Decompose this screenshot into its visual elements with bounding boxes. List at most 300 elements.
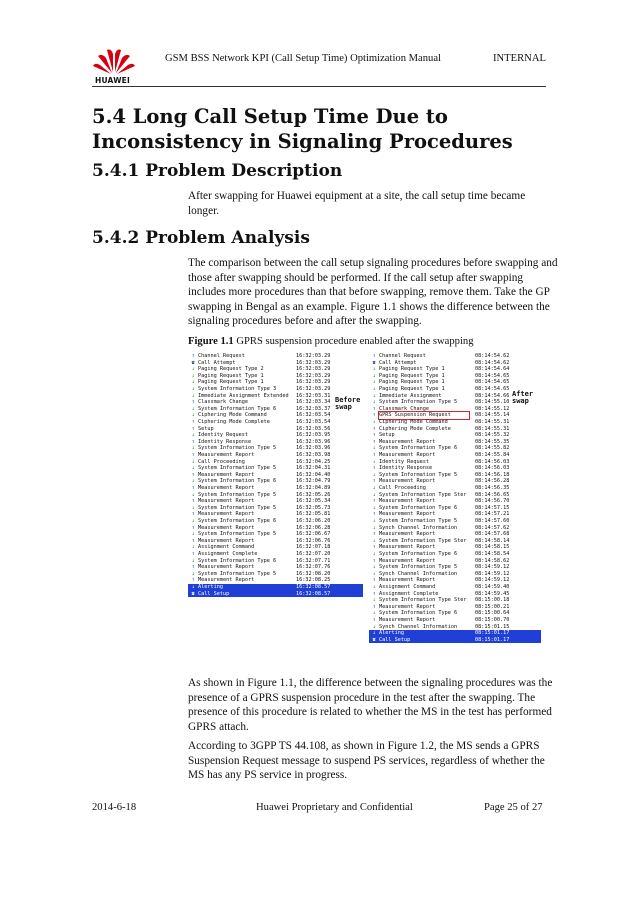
signaling-row[interactable] (369, 419, 541, 426)
signaling-message-time: 16:32:08.20 (296, 570, 331, 577)
signaling-row[interactable] (369, 465, 541, 472)
signaling-message-time: 16:32:07.76 (296, 564, 331, 571)
signaling-message-name: Channel Request (198, 353, 245, 359)
signaling-message-time: 08:14:54.65 (475, 379, 510, 386)
downlink-arrow-icon: ↓ (191, 531, 195, 538)
signaling-message-time: 08:14:59.12 (475, 570, 510, 577)
signaling-row[interactable] (188, 538, 363, 545)
uplink-arrow-icon: ↑ (372, 478, 376, 485)
signaling-message-name: Measurement Report (198, 471, 255, 478)
signaling-row[interactable] (369, 531, 541, 538)
signaling-row[interactable] (369, 353, 541, 360)
signaling-row[interactable] (188, 353, 363, 360)
figure-caption-text: GPRS suspension procedure enabled after the swapping (233, 336, 474, 347)
signaling-message-time: 16:32:05.26 (296, 491, 331, 498)
uplink-arrow-icon: ↑ (372, 590, 376, 597)
signaling-row[interactable] (369, 624, 541, 631)
signaling-message-name: Ciphering Mode Command (198, 412, 267, 419)
signaling-message-name: System Information Type 5 (198, 570, 277, 577)
signaling-message-time: 08:14:57.62 (475, 524, 510, 531)
signaling-message-time: 16:32:07.18 (296, 544, 331, 551)
signaling-message-time: 08:14:54.62 (475, 359, 510, 366)
signaling-message-time: 08:14:57.68 (475, 531, 510, 538)
downlink-arrow-icon: ↓ (191, 544, 195, 551)
uplink-arrow-icon: ↑ (191, 452, 195, 458)
signaling-message-name: Measurement Report (198, 498, 255, 505)
signaling-message-time: 08:14:54.65 (475, 386, 510, 392)
signaling-message-name: Measurement Report (379, 544, 436, 551)
signaling-message-name: Ciphering Mode Command (379, 419, 448, 425)
footer-date: 2014-6-18 (92, 802, 137, 813)
signaling-row[interactable] (188, 564, 363, 571)
uplink-arrow-icon: ↑ (372, 557, 376, 564)
phone-icon: ☎ (191, 590, 195, 597)
signaling-message-name: Measurement Report (379, 557, 436, 564)
signaling-row[interactable] (369, 373, 541, 380)
downlink-arrow-icon: ↓ (372, 518, 376, 524)
downlink-arrow-icon: ↓ (372, 597, 376, 604)
uplink-arrow-icon: ↑ (191, 471, 195, 478)
signaling-message-time: 08:14:55.14 (475, 412, 510, 419)
signaling-message-time: 08:14:55.31 (475, 419, 510, 425)
signaling-message-time: 08:14:58.15 (475, 544, 510, 551)
signaling-row[interactable] (188, 412, 363, 419)
signaling-row[interactable] (369, 551, 541, 558)
uplink-arrow-icon: ↑ (191, 353, 195, 359)
signaling-message-time: 16:32:03.29 (296, 386, 331, 392)
downlink-arrow-icon: ↓ (372, 491, 376, 498)
signaling-message-name: System Information Type 6 (379, 445, 458, 452)
signaling-message-time: 16:32:07.71 (296, 557, 331, 564)
signaling-message-time: 08:14:55.35 (475, 438, 510, 445)
problem-analysis-text: The comparison between the call setup signaling procedures before swapping and those after swapping should be performed. If the call setup after swapping includes more procedures than that before swapping, remove them. Take the GP swapping in Bengal as an example. Figure 1.1 shows the difference between the signaling procedures before and after the swapping. (188, 257, 558, 328)
signaling-row[interactable] (188, 445, 363, 452)
signaling-row[interactable] (188, 492, 363, 499)
footer-confidential: Huawei Proprietary and Confidential (256, 802, 413, 813)
downlink-arrow-icon: ↓ (191, 584, 195, 590)
footer-page-number: Page 25 of 27 (484, 802, 543, 813)
signaling-row[interactable] (369, 511, 541, 518)
header-classification: INTERNAL (493, 53, 546, 64)
signaling-message-time: 16:32:03.95 (296, 432, 331, 439)
signaling-message-time: 16:32:03.96 (296, 438, 331, 445)
downlink-arrow-icon: ↓ (372, 630, 376, 637)
signaling-message-name: System Information Type 6 (198, 405, 277, 412)
signaling-message-name: System Information Type Ster (379, 597, 467, 604)
signaling-message-name: System Information Type 5 (198, 531, 277, 538)
signaling-row[interactable] (188, 544, 363, 551)
signaling-row[interactable] (369, 525, 541, 532)
signaling-message-name: System Information Type 5 (379, 518, 458, 524)
signaling-message-time: 08:15:00.64 (475, 610, 510, 617)
downlink-arrow-icon: ↓ (372, 551, 376, 557)
phone-icon: ☎ (372, 359, 376, 366)
signaling-message-name: Measurement Report (379, 617, 436, 623)
uplink-arrow-icon: ↑ (372, 617, 376, 623)
uplink-arrow-icon: ↑ (191, 485, 195, 491)
signaling-message-time: 08:15:01.17 (475, 636, 510, 643)
signaling-row[interactable] (369, 584, 541, 591)
uplink-arrow-icon: ↑ (372, 432, 376, 439)
signaling-row[interactable] (188, 531, 363, 538)
downlink-arrow-icon: ↓ (372, 504, 376, 511)
signaling-message-time: 08:15:00.21 (475, 603, 510, 610)
signaling-row[interactable] (369, 604, 541, 611)
downlink-arrow-icon: ↓ (191, 405, 195, 412)
signaling-row[interactable] (369, 485, 541, 492)
uplink-arrow-icon: ↑ (372, 544, 376, 551)
signaling-message-time: 16:32:05.34 (296, 498, 331, 505)
signaling-row[interactable] (369, 459, 541, 466)
signaling-message-time: 08:14:57.15 (475, 504, 510, 511)
analysis-paragraph-1: As shown in Figure 1.1, the difference between the signaling procedures was the presence of a GPRS suspension procedure in the test after the swapping. The presence of this procedure is related to whether the MS in the test has performed GPRS attach. (188, 677, 553, 733)
signaling-message-name: Assignment Command (198, 544, 255, 551)
signaling-message-time: 16:32:04.40 (296, 471, 331, 478)
signaling-message-time: 08:14:57.21 (475, 511, 510, 518)
signaling-message-name: Call Setup (379, 636, 411, 643)
signaling-message-name: Measurement Report (379, 478, 436, 485)
signaling-message-name: Immediate Assignment (379, 392, 442, 399)
signaling-row[interactable] (188, 511, 363, 518)
signaling-row[interactable] (188, 373, 363, 380)
uplink-arrow-icon: ↑ (372, 511, 376, 518)
signaling-row[interactable] (188, 379, 363, 386)
figure-label: Figure 1.1 (188, 336, 234, 347)
downlink-arrow-icon: ↓ (372, 399, 376, 406)
downlink-arrow-icon: ↓ (372, 570, 376, 577)
signaling-row[interactable] (369, 445, 541, 452)
uplink-arrow-icon: ↑ (191, 419, 195, 425)
signaling-row[interactable] (188, 360, 363, 367)
signaling-message-name: System Information Type 6 (198, 478, 277, 485)
signaling-message-time: 16:32:08.57 (296, 584, 331, 590)
signaling-message-time: 16:32:03.29 (296, 353, 331, 359)
signaling-message-time: 08:14:55.82 (475, 445, 510, 452)
signaling-row[interactable] (188, 386, 363, 393)
signaling-message-time: 16:32:04.25 (296, 458, 331, 465)
signaling-message-time: 08:14:56.28 (475, 478, 510, 485)
signaling-message-name: Paging Request Type 1 (379, 379, 445, 386)
uplink-arrow-icon: ↑ (191, 551, 195, 557)
signaling-message-name: Identity Response (379, 465, 433, 472)
signaling-row[interactable] (369, 571, 541, 578)
signaling-message-name: Measurement Report (198, 485, 255, 491)
signaling-message-name: Setup (379, 432, 395, 439)
signaling-message-time: 16:32:03.31 (296, 392, 331, 399)
signaling-row[interactable] (188, 558, 363, 565)
signaling-message-name: Classmark Change (198, 399, 248, 406)
signaling-row[interactable] (188, 584, 363, 591)
signaling-message-time: 08:14:57.60 (475, 518, 510, 524)
signaling-row[interactable] (188, 465, 363, 472)
signaling-message-time: 08:14:54.65 (475, 372, 510, 379)
signaling-message-time: 16:32:05.81 (296, 511, 331, 518)
signaling-message-name: Call Attempt (379, 359, 417, 366)
uplink-arrow-icon: ↑ (372, 577, 376, 584)
signaling-row[interactable] (369, 591, 541, 598)
signaling-row[interactable] (188, 432, 363, 439)
signaling-row[interactable] (188, 498, 363, 505)
signaling-row[interactable] (369, 426, 541, 433)
signaling-message-time: 08:14:54.66 (475, 392, 510, 399)
signaling-message-name: Paging Request Type 1 (379, 372, 445, 379)
signaling-row[interactable] (188, 439, 363, 446)
uplink-arrow-icon: ↑ (191, 511, 195, 518)
signaling-row[interactable] (188, 366, 363, 373)
downlink-arrow-icon: ↓ (191, 386, 195, 392)
downlink-arrow-icon: ↓ (191, 491, 195, 498)
signaling-row[interactable] (188, 426, 363, 433)
annotation-word: swap (335, 403, 352, 411)
header-title: GSM BSS Network KPI (Call Setup Time) Optimization Manual (164, 53, 442, 64)
signaling-row[interactable] (369, 432, 541, 439)
signaling-message-name: System Information Type 6 (379, 610, 458, 617)
signaling-message-name: Measurement Report (198, 564, 255, 571)
annotation-before-swap (335, 397, 360, 411)
signaling-message-time: 08:15:01.17 (475, 630, 510, 637)
signaling-message-time: 16:32:08.57 (296, 590, 331, 597)
signaling-row[interactable] (188, 551, 363, 558)
signaling-row[interactable] (369, 452, 541, 459)
signaling-row[interactable] (369, 577, 541, 584)
signaling-row[interactable] (369, 439, 541, 446)
signaling-message-time: 16:32:03.54 (296, 412, 331, 419)
signaling-row[interactable] (369, 492, 541, 499)
signaling-message-name: Assignment Complete (379, 590, 439, 597)
downlink-arrow-icon: ↓ (191, 478, 195, 485)
subsection-heading-problem-description: 5.4.1 Problem Description (92, 161, 343, 181)
subsection-heading-problem-analysis: 5.4.2 Problem Analysis (92, 228, 310, 248)
downlink-arrow-icon: ↓ (372, 471, 376, 478)
signaling-row[interactable] (188, 478, 363, 485)
signaling-message-time: 08:14:56.65 (475, 491, 510, 498)
uplink-arrow-icon: ↑ (372, 452, 376, 458)
signaling-row[interactable] (188, 505, 363, 512)
downlink-arrow-icon: ↓ (372, 537, 376, 544)
signaling-message-time: 16:32:03.98 (296, 452, 331, 458)
uplink-arrow-icon: ↑ (191, 438, 195, 445)
signaling-row[interactable] (369, 472, 541, 479)
signaling-message-name: GPRS Suspension Request (379, 412, 469, 419)
uplink-arrow-icon: ↑ (372, 412, 376, 419)
signaling-row[interactable] (369, 637, 541, 644)
signaling-message-name: System Information Type 3 (198, 386, 277, 392)
signaling-message-time: 16:32:03.34 (296, 399, 331, 406)
signaling-message-time: 08:14:58.14 (475, 537, 510, 544)
downlink-arrow-icon: ↓ (191, 366, 195, 373)
downlink-arrow-icon: ↓ (191, 412, 195, 419)
downlink-arrow-icon: ↓ (191, 392, 195, 399)
annotation-word: Before (335, 396, 361, 404)
signaling-message-name: System Information Type 6 (379, 551, 458, 557)
signaling-message-time: 08:14:56.35 (475, 485, 510, 491)
signaling-message-name: System Information Type Ster (379, 491, 467, 498)
signaling-row[interactable] (188, 459, 363, 466)
signaling-message-time: 16:32:05.73 (296, 504, 331, 511)
signaling-message-name: Measurement Report (379, 452, 436, 458)
signaling-message-time: 08:15:00.18 (475, 597, 510, 604)
signaling-message-time: 16:32:06.20 (296, 518, 331, 524)
signaling-row[interactable] (369, 412, 541, 419)
signaling-row[interactable] (188, 472, 363, 479)
signaling-message-name: Measurement Report (379, 603, 436, 610)
downlink-arrow-icon: ↓ (372, 419, 376, 425)
signaling-message-name: Alerting (198, 584, 223, 590)
signaling-message-name: System Information Type 6 (198, 518, 277, 524)
logo-wordmark: HUAWEI (95, 76, 130, 85)
signaling-message-time: 08:14:55.84 (475, 452, 510, 458)
signaling-message-name: Paging Request Type 1 (198, 379, 264, 386)
downlink-arrow-icon: ↓ (372, 564, 376, 571)
signaling-row[interactable] (188, 419, 363, 426)
signaling-message-name: Call Setup (198, 590, 230, 597)
signaling-row[interactable] (369, 597, 541, 604)
signaling-message-time: 08:14:55.12 (475, 405, 510, 412)
annotation-after-swap (512, 391, 533, 405)
signaling-message-name: Synch Channel Information (379, 623, 458, 630)
downlink-arrow-icon: ↓ (372, 372, 376, 379)
signaling-row[interactable] (369, 505, 541, 512)
section-heading: 5.4 Long Call Setup Time Due to Inconsistency in Signaling Procedures (92, 105, 513, 153)
signaling-message-time: 08:14:56.03 (475, 465, 510, 472)
signaling-row[interactable] (369, 558, 541, 565)
downlink-arrow-icon: ↓ (372, 458, 376, 465)
signaling-message-time: 08:14:54.62 (475, 353, 510, 359)
figure-caption (188, 336, 474, 347)
signaling-message-time: 08:14:58.62 (475, 557, 510, 564)
signaling-message-name: Measurement Report (198, 452, 255, 458)
signaling-message-name: Alerting (379, 630, 404, 637)
signaling-message-name: Synch Channel Information (379, 524, 458, 531)
signaling-message-time: 16:32:03.96 (296, 445, 331, 452)
problem-description-text: After swapping for Huawei equipment at a site, the call setup time became longer. (188, 190, 526, 217)
uplink-arrow-icon: ↑ (372, 498, 376, 505)
signaling-message-time: 16:32:03.29 (296, 366, 331, 373)
downlink-arrow-icon: ↓ (191, 465, 195, 472)
uplink-arrow-icon: ↑ (372, 603, 376, 610)
downlink-arrow-icon: ↓ (191, 458, 195, 465)
downlink-arrow-icon: ↓ (372, 379, 376, 386)
signaling-row[interactable] (369, 544, 541, 551)
signaling-row[interactable] (369, 478, 541, 485)
signaling-row[interactable] (369, 564, 541, 571)
signaling-message-time: 08:14:56.18 (475, 471, 510, 478)
signaling-row[interactable] (369, 538, 541, 545)
signaling-message-name: Assignment Complete (198, 551, 258, 557)
signaling-row[interactable] (188, 452, 363, 459)
signaling-row[interactable] (369, 630, 541, 637)
signaling-message-name: System Information Type 5 (379, 471, 458, 478)
signaling-row[interactable] (188, 577, 363, 584)
downlink-arrow-icon: ↓ (191, 518, 195, 524)
downlink-arrow-icon: ↓ (191, 372, 195, 379)
uplink-arrow-icon: ↑ (372, 531, 376, 538)
signaling-message-name: System Information Type Ster (379, 537, 467, 544)
downlink-arrow-icon: ↓ (372, 392, 376, 399)
signaling-message-name: Measurement Report (198, 524, 255, 531)
signaling-message-name: Setup (198, 425, 214, 432)
signaling-row[interactable] (369, 406, 541, 413)
signaling-message-name: Identity Response (198, 438, 252, 445)
signaling-message-name: Identity Request (379, 458, 429, 465)
annotation-word: After (512, 390, 534, 398)
signaling-message-time: 16:32:03.56 (296, 425, 331, 432)
uplink-arrow-icon: ↑ (191, 399, 195, 406)
signaling-message-time: 16:32:08.25 (296, 577, 331, 584)
signaling-message-time: 08:14:55.10 (475, 399, 510, 406)
downlink-arrow-icon: ↓ (372, 623, 376, 630)
signaling-message-name: Measurement Report (379, 498, 436, 505)
signaling-message-name: Measurement Report (198, 537, 255, 544)
uplink-arrow-icon: ↑ (372, 425, 376, 432)
downlink-arrow-icon: ↓ (191, 570, 195, 577)
signaling-row[interactable] (369, 617, 541, 624)
signaling-message-time: 08:14:58.54 (475, 551, 510, 557)
signaling-message-time: 16:32:06.76 (296, 537, 331, 544)
downlink-arrow-icon: ↓ (372, 610, 376, 617)
signaling-row[interactable] (188, 518, 363, 525)
signaling-message-name: Measurement Report (198, 577, 255, 584)
phone-icon: ☎ (191, 359, 195, 366)
signaling-message-time: 08:14:55.32 (475, 432, 510, 439)
signaling-row[interactable] (188, 525, 363, 532)
signaling-row[interactable] (369, 518, 541, 525)
signaling-message-name: Ciphering Mode Complete (198, 419, 270, 425)
signaling-message-name: Call Proceeding (198, 458, 245, 465)
signaling-row[interactable] (369, 610, 541, 617)
signaling-message-name: Paging Request Type 1 (198, 372, 264, 379)
signaling-message-time: 16:32:06.28 (296, 524, 331, 531)
signaling-message-time: 08:14:59.12 (475, 577, 510, 584)
signaling-message-name: System Information Type 5 (198, 504, 277, 511)
signaling-row[interactable] (369, 366, 541, 373)
downlink-arrow-icon: ↓ (191, 504, 195, 511)
signaling-message-name: Classmark Change (379, 405, 429, 412)
uplink-arrow-icon: ↑ (191, 524, 195, 531)
phone-icon: ☎ (372, 636, 376, 643)
signaling-row[interactable] (188, 591, 363, 598)
signaling-row[interactable] (369, 360, 541, 367)
signaling-message-time: 08:14:59.40 (475, 584, 510, 590)
signaling-row[interactable] (188, 485, 363, 492)
downlink-arrow-icon: ↓ (191, 445, 195, 452)
signaling-message-time: 16:32:04.79 (296, 478, 331, 485)
analysis-paragraph-2: According to 3GPP TS 44.108, as shown in Figure 1.2, the MS sends a GPRS Suspension Request message to suspend PS services, regardless of whether the MS has any PS service in progress. (188, 740, 545, 782)
downlink-arrow-icon: ↓ (191, 379, 195, 386)
signaling-row[interactable] (369, 379, 541, 386)
signaling-message-time: 08:14:54.64 (475, 366, 510, 373)
uplink-arrow-icon: ↑ (191, 564, 195, 571)
signaling-message-name: Ciphering Mode Complete (379, 425, 451, 432)
signaling-row[interactable] (188, 571, 363, 578)
signaling-message-name: Identity Request (198, 432, 248, 439)
signaling-message-time: 08:15:01.15 (475, 623, 510, 630)
signaling-message-time: 08:15:00.70 (475, 617, 510, 623)
signaling-message-time: 08:14:59.12 (475, 564, 510, 571)
signaling-message-name: Assignment Command (379, 584, 436, 590)
signaling-message-name: Call Attempt (198, 359, 236, 366)
downlink-arrow-icon: ↓ (372, 386, 376, 392)
uplink-arrow-icon: ↑ (191, 425, 195, 432)
signaling-row[interactable] (369, 498, 541, 505)
uplink-arrow-icon: ↑ (372, 438, 376, 445)
signaling-message-name: System Information Type 5 (198, 491, 277, 498)
downlink-arrow-icon: ↓ (191, 432, 195, 439)
signaling-message-time: 16:32:04.31 (296, 465, 331, 472)
signaling-message-name: System Information Type 5 (379, 399, 458, 406)
uplink-arrow-icon: ↑ (191, 537, 195, 544)
signaling-message-name: Immediate Assignment Extended (198, 392, 289, 399)
